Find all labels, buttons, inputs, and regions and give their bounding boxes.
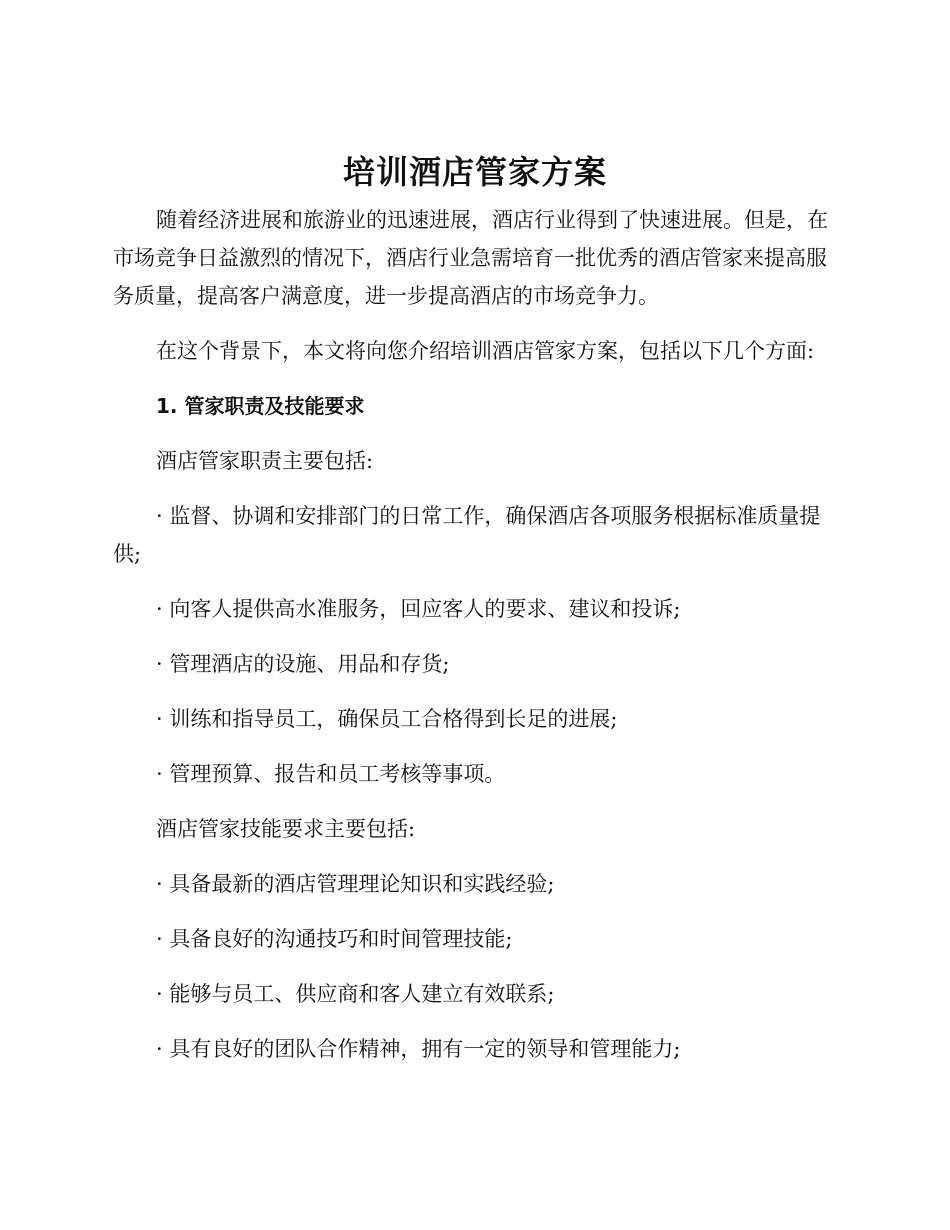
duty-item: · 管理预算、报告和员工考核等事项。: [156, 762, 506, 786]
duty-item: · 向客人提供高水准服务，回应客人的要求、建议和投诉;: [156, 597, 681, 621]
skill-item: · 具备最新的酒店管理理论知识和实践经验;: [156, 872, 555, 896]
duty-item: · 训练和指导员工，确保员工合格得到长足的进展;: [156, 707, 618, 731]
duty-item: · 管理酒店的设施、用品和存货;: [156, 652, 450, 676]
skill-item: · 具有良好的团队合作精神，拥有一定的领导和管理能力;: [156, 1037, 681, 1061]
intro-paragraph: 随着经济进展和旅游业的迅速进展，酒店行业得到了快速进展。但是，在市场竞争日益激烈的情况下，酒店行业急需培育一批优秀的酒店管家来提高服务质量，提高客户满意度，进一步提高酒店的市场竞争力。: [113, 208, 828, 308]
skill-item: · 具备良好的沟通技巧和时间管理技能;: [156, 927, 513, 951]
background-paragraph: 在这个背景下，本文将向您介绍培训酒店管家方案，包括以下几个方面:: [156, 339, 815, 363]
document-title: 培训酒店管家方案: [342, 153, 607, 191]
duties-intro: 酒店管家职责主要包括:: [156, 449, 374, 473]
skills-intro: 酒店管家技能要求主要包括:: [156, 817, 416, 841]
duty-item: · 监督、协调和安排部门的日常工作，确保酒店各项服务根据标准质量提供;: [113, 504, 821, 566]
document-body: [113, 201, 835, 1085]
skill-item: · 能够与员工、供应商和客人建立有效联系;: [156, 982, 555, 1006]
section-heading: 1. 管家职责及技能要求: [156, 394, 365, 418]
